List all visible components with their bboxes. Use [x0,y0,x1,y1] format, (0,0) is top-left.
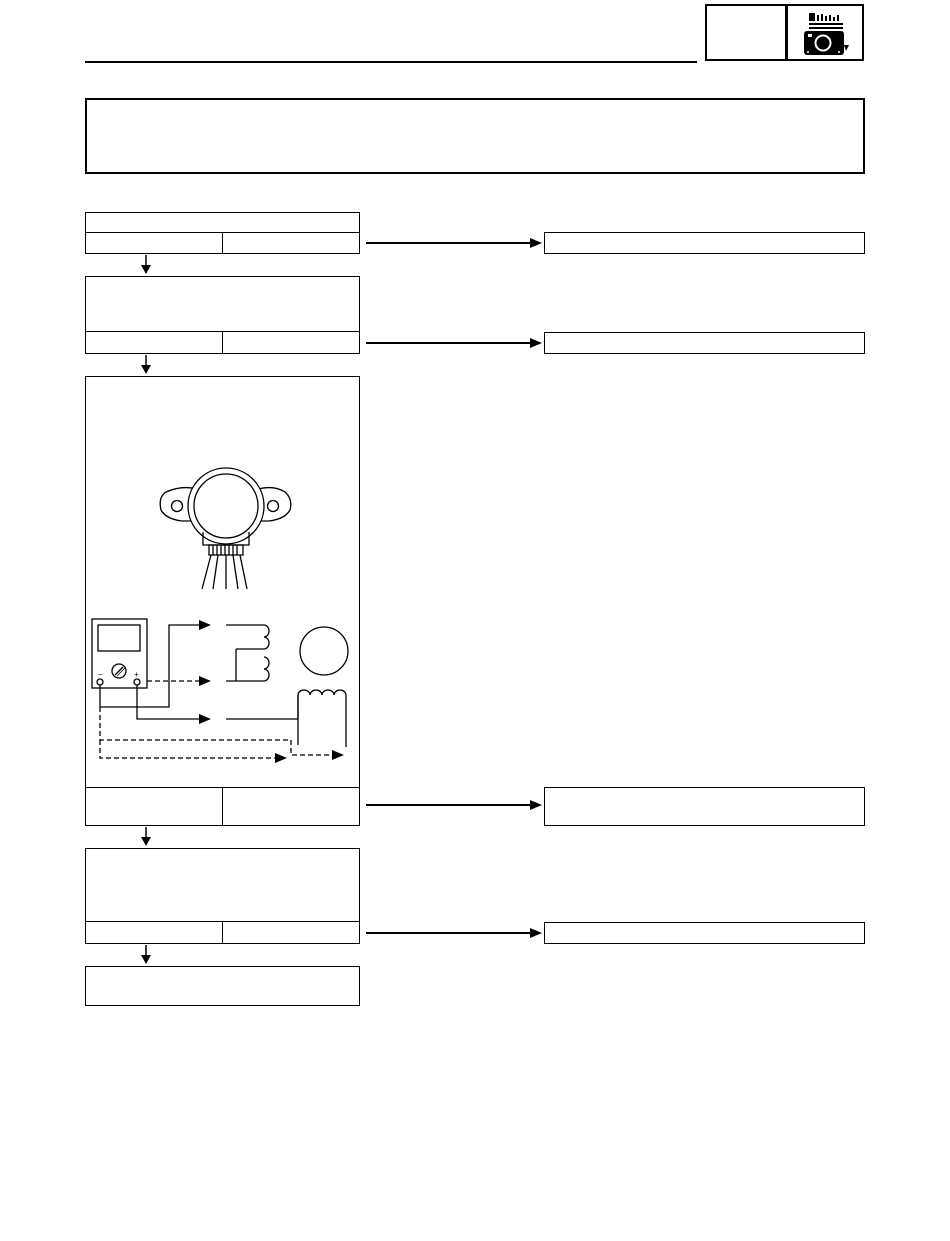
step4-yes-cell [85,921,223,944]
svg-text:+: + [134,670,139,679]
sensor-coupler-icon [160,468,291,589]
tester-lead-wires [100,625,332,758]
step1-no-cell [222,232,360,254]
step4-result-arrow [366,927,544,939]
section-icon-box [786,4,864,61]
step2-no-cell [222,331,360,354]
step3-result-box [544,787,865,826]
step2-box [85,276,360,332]
flow-arrow-4 [140,945,152,965]
pocket-tester-icon [92,619,147,688]
flow-arrow-3 [140,827,152,847]
step1-result-box [544,232,865,254]
electrical-meter-icon [788,6,864,61]
header-rule [85,61,697,63]
step5-box [85,966,360,1006]
step1-box [85,212,360,233]
flow-arrow-2 [140,355,152,375]
title-box [85,98,865,174]
step2-result-box [544,332,865,354]
step3-no-cell [222,787,360,826]
step3-box [85,376,360,788]
flow-arrow-1 [140,255,152,275]
step4-result-box [544,922,865,944]
step3-result-arrow [366,799,544,811]
step2-yes-cell [85,331,223,354]
tester-lead-arrowheads [199,620,344,763]
step1-yes-cell [85,232,223,254]
header-tab [705,4,787,61]
step4-no-cell [222,921,360,944]
step3-illustration [86,377,359,787]
step3-yes-cell [85,787,223,826]
step1-result-arrow [366,237,544,249]
step2-result-arrow [366,337,544,349]
coil-circuit-icon [226,625,348,747]
step4-box [85,848,360,922]
svg-text:−: − [98,670,103,679]
